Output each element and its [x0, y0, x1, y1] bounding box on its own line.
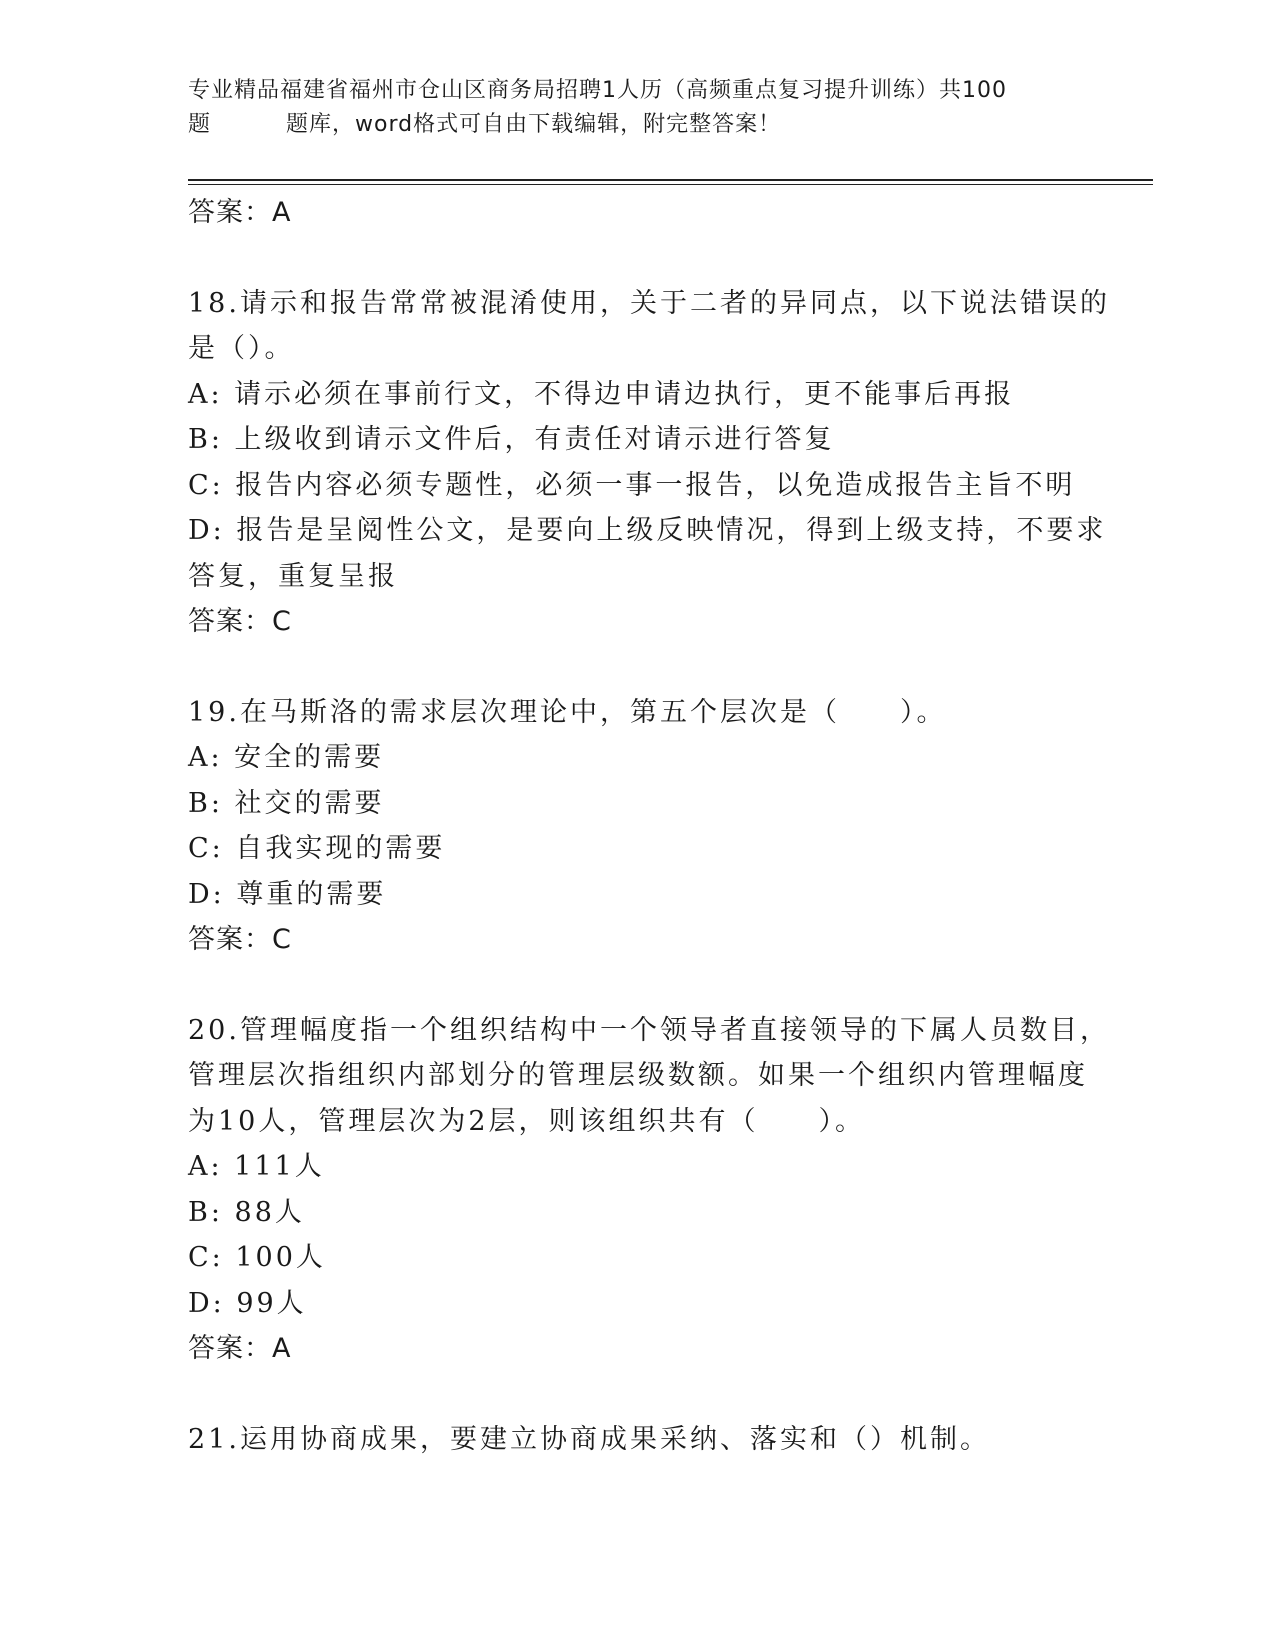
question-stem: 是（）。 — [188, 333, 295, 364]
header-title-line-1: 专业精品福建省福州市仓山区商务局招聘1人历（高频重点复习提升训练）共100 — [188, 78, 1007, 103]
option-d: D: 99人 — [188, 1287, 307, 1319]
question-stem: 20.管理幅度指一个组织结构中一个领导者直接领导的下属人员数目， — [188, 1014, 1110, 1046]
page-header — [188, 74, 1088, 142]
option-d: 答复，重复呈报 — [188, 560, 398, 592]
option-c: C: 报告内容必须专题性，必须一事一报告，以免造成报告主旨不明 — [188, 469, 1076, 501]
header-title-line-2 — [188, 108, 1088, 142]
option-b: B: 上级收到请示文件后，有责任对请示进行答复 — [188, 424, 835, 455]
question-stem: 21.运用协商成果，要建立协商成果采纳、落实和（）机制。 — [188, 1423, 990, 1455]
question-21 — [188, 1417, 1088, 1463]
header-divider-thick — [188, 179, 1153, 181]
option-b: B: 88人 — [188, 1196, 305, 1228]
header-subtitle: 题库，word格式可自由下载编辑，附完整答案！ — [286, 112, 782, 137]
question-stem: 管理层次指组织内部划分的管理层级数额。如果一个组织内管理幅度 — [188, 1060, 1088, 1091]
question-stem: 19.在马斯洛的需求层次理论中，第五个层次是（ ）。 — [188, 696, 947, 728]
option-a: A: 请示必须在事前行文，不得边申请边执行，更不能事后再报 — [188, 378, 1015, 410]
question-19 — [188, 690, 1088, 963]
option-c: C: 自我实现的需要 — [188, 833, 446, 864]
option-c: C: 100人 — [188, 1242, 326, 1273]
answer-18: 答案：C — [188, 606, 292, 637]
option-a: A: 111人 — [188, 1151, 325, 1182]
header-divider-thin — [188, 184, 1153, 185]
question-20 — [188, 1008, 1110, 1372]
spacer — [188, 963, 1088, 1008]
option-d: D: 报告是呈阅性公文，是要向上级反映情况，得到上级支持，不要求 — [188, 515, 1107, 546]
header-title-fragment: 题 — [188, 112, 212, 137]
option-d: D: 尊重的需要 — [188, 878, 387, 910]
answer-19: 答案：C — [188, 924, 292, 955]
spacer — [188, 1372, 1088, 1417]
question-stem: 18.请示和报告常常被混淆使用，关于二者的异同点，以下说法错误的 — [188, 287, 1110, 319]
answer-17: 答案：A — [188, 197, 292, 228]
option-a: A: 安全的需要 — [188, 742, 385, 773]
question-stem: 为10人，管理层次为2层，则该组织共有（ ）。 — [188, 1105, 866, 1137]
option-b: B: 社交的需要 — [188, 787, 385, 819]
answer-20: 答案：A — [188, 1333, 292, 1364]
spacer — [188, 645, 1088, 690]
spacer — [188, 236, 1088, 281]
question-18 — [188, 281, 1110, 645]
question-list — [188, 190, 1110, 1462]
